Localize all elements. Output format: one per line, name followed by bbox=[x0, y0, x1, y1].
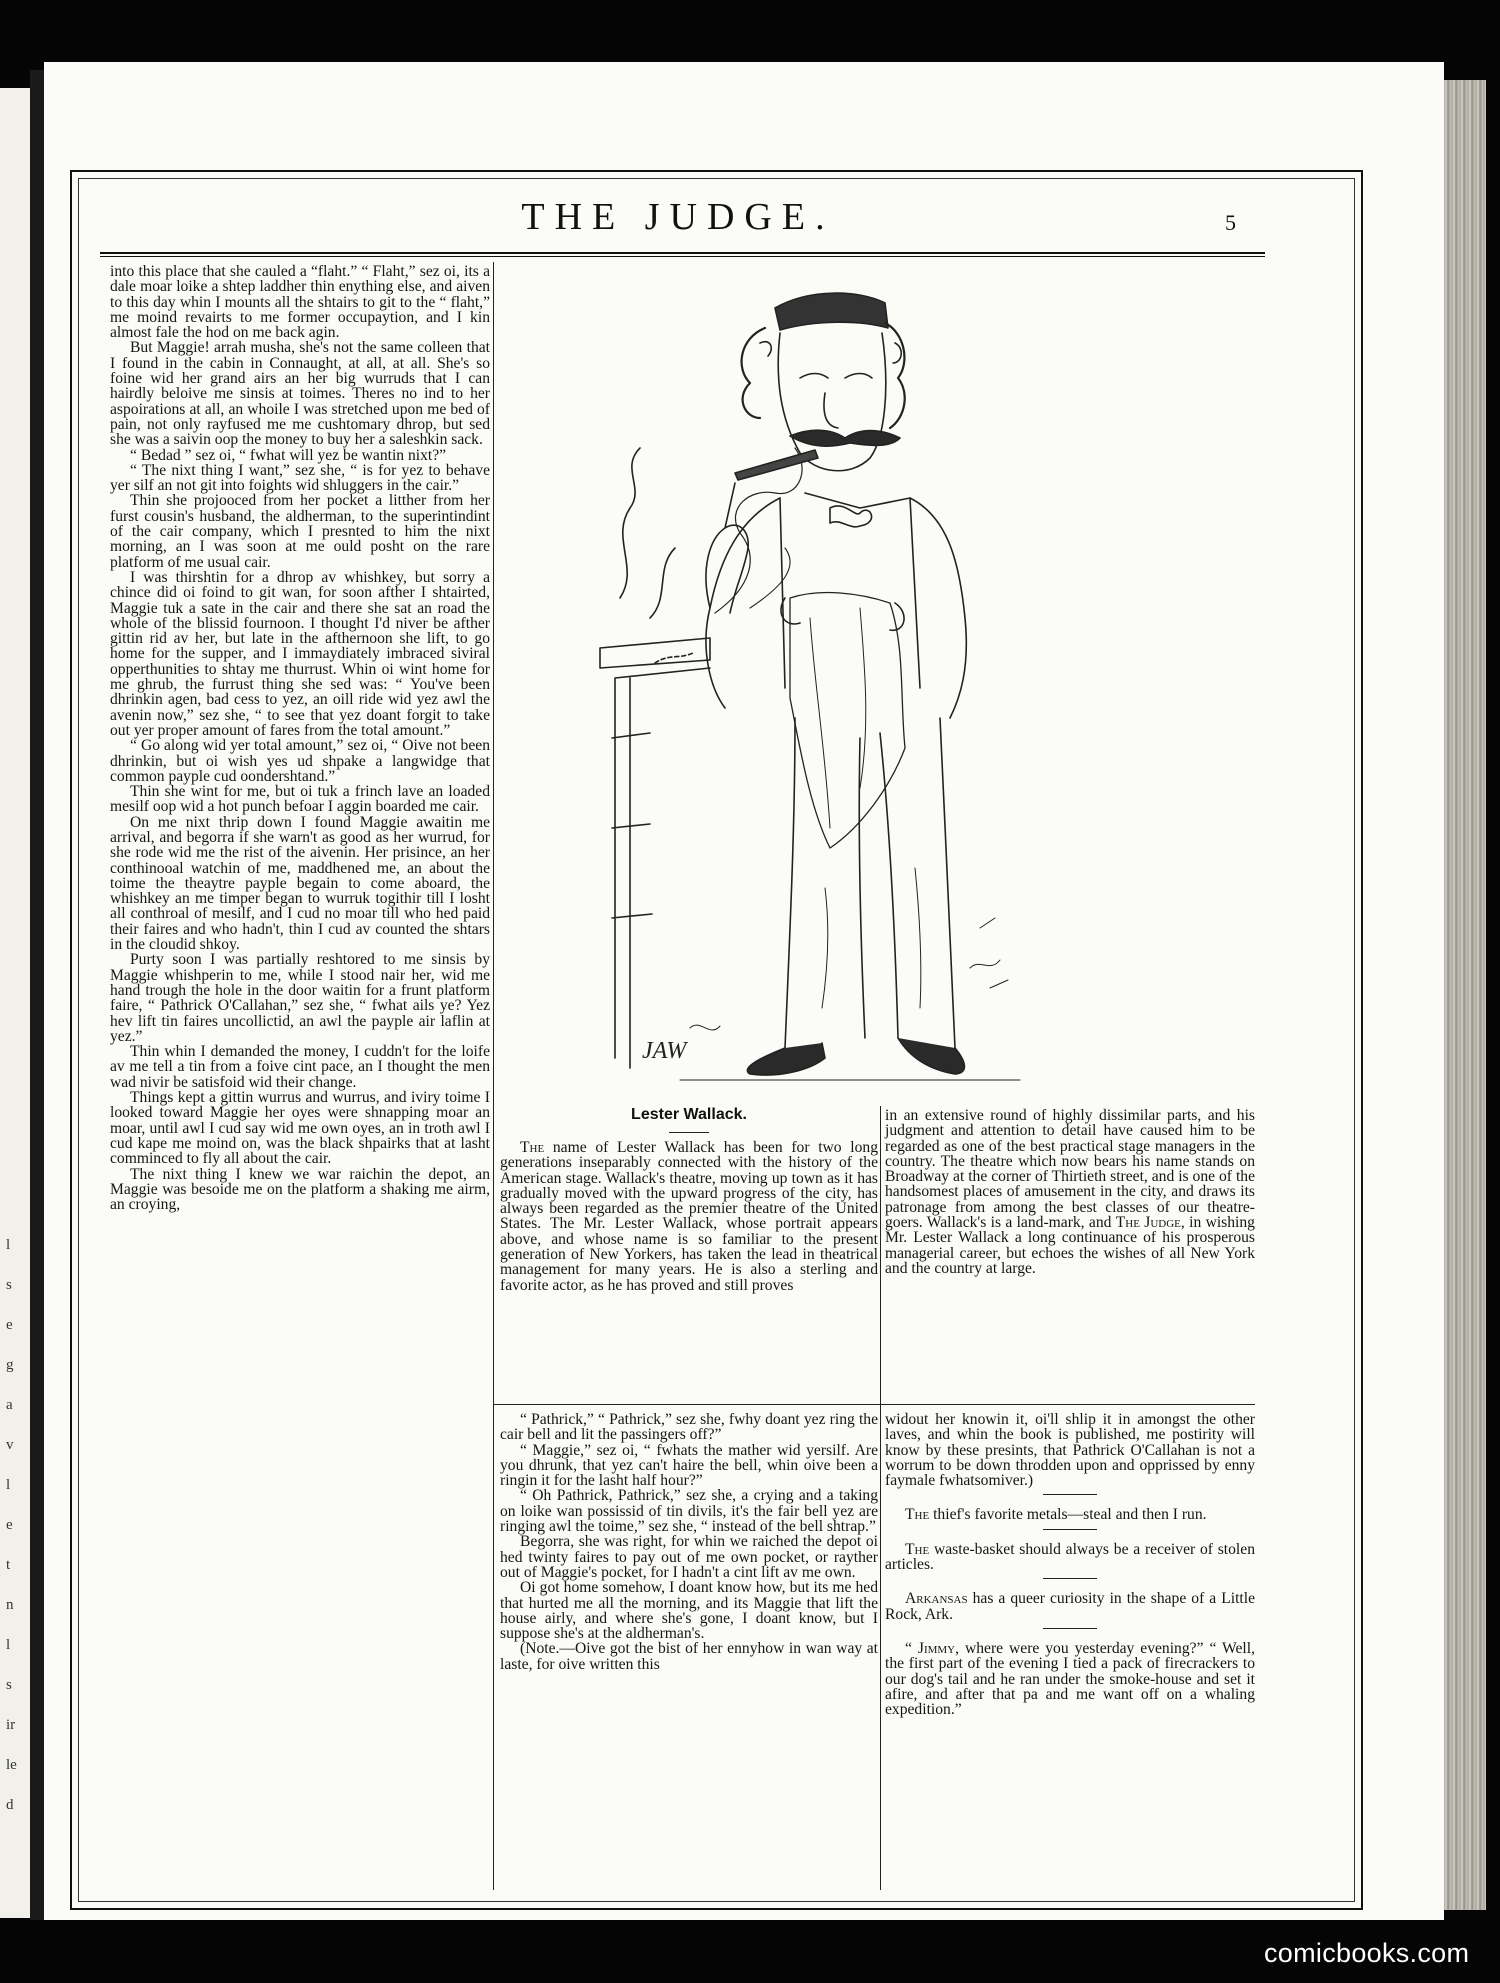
article-left-column bbox=[500, 1140, 878, 1293]
story-paragraph: Thin she projooced from her pocket a litther from her furst cousin's husband, the aldherman, to the superintindint of the cair company, which I presnted to him the nixt morning, an I was soon at me ould posht on the rare platform of me usual cair. bbox=[110, 492, 490, 571]
joke-item bbox=[885, 1507, 1255, 1522]
the-judge-name: The Judge bbox=[1115, 1214, 1181, 1232]
joke-item bbox=[885, 1641, 1255, 1717]
article-end-rule bbox=[493, 1404, 1255, 1405]
previous-page-fragment: d bbox=[6, 1797, 14, 1813]
joke-text: waste-basket should always be a receiver of stolen articles. bbox=[885, 1540, 1255, 1574]
previous-page-fragment: s bbox=[6, 1277, 12, 1293]
previous-page-fragment: e bbox=[6, 1517, 13, 1533]
story-paragraph: “ Go along wid yer total amount,” sez oi, “ Oive not been dhrinkin, but oi wish yes ud shpake a langwidge that common payple cud oondershtand.” bbox=[110, 737, 490, 785]
story-paragraph: “ Maggie,” sez oi, “ fwhats the mather wid yersilf. Are you dhrunk, that yez can't haire the bell, whin oive been a ringin it for the lasht half hour?” bbox=[500, 1441, 878, 1490]
joke-lead: Arkansas bbox=[905, 1590, 968, 1608]
joke-lead: “ Jimmy, bbox=[905, 1639, 960, 1657]
page-number: 5 bbox=[1225, 210, 1236, 235]
article-right-column bbox=[885, 1108, 1255, 1276]
previous-page-fragment: n bbox=[6, 1597, 14, 1613]
previous-page-fragment: g bbox=[6, 1357, 14, 1373]
story-column-2 bbox=[500, 1412, 878, 1672]
previous-page-fragment: t bbox=[6, 1557, 11, 1573]
joke-lead: The bbox=[905, 1506, 930, 1524]
portrait-caption: Lester Wallack. bbox=[631, 1106, 747, 1123]
joke-text: has a queer curiosity in the shape of a Little Rock, Ark. bbox=[885, 1590, 1255, 1623]
story-paragraph: Things kept a gittin wurrus and wurrus, and iviry toime I looked toward Maggie her oyes were shnapping moar an moar, until awl I cud say wid me own oyes, an in troth awl I cud kape me moind on, was the black shpairks that at lasht comminced to fly all about the cair. bbox=[110, 1089, 490, 1168]
joke-separator bbox=[1043, 1529, 1097, 1530]
story-paragraph: (Note.—Oive got the bist of her ennyhow in wan way at laste, for oive written this bbox=[500, 1640, 878, 1673]
story-paragraph: On me nixt thrip down I found Maggie awaitin me arrival, and begorra if she warn't as good as her wurrud, for she rode wid me the rist of the aivenin. Her prisince, an her conthinooal watchin of me, maddhened me, an about the toime the theaytre payple begain to come aboard, the whishkey an me timper began to wurruk togithir till I losht all conthroal of mesilf, and I cud no moar till who hed paid their faires and who hadn't, thin I cud av counted the shtars in the cloudid shkoy. bbox=[110, 813, 490, 954]
story-paragraph: But Maggie! arrah musha, she's not the same colleen that I found in the cabin in Connaught, at all, at all. She's so foine wid her grand airs an her big wurruds that I can hairdly beloive me sinsis at toimes. Theres no ind to her aspoirations at all, an whoile I was stretched upon me bed of pain, not only rayfused me me cushtomary dhrop, but sed she was a saivin oop the money to buy her a saleshkin sack. bbox=[110, 339, 490, 449]
previous-page-fragment: v bbox=[6, 1437, 14, 1453]
watermark: comicbooks.com bbox=[1264, 1938, 1470, 1968]
story-paragraph: “ Oh Pathrick, Pathrick,” sez she, a crying and a taking on loike wan possissid of tin divils, it's the fair bell yez are ringing awl the toime,” sez she, “ instead of the bell shtrap.” bbox=[500, 1487, 878, 1536]
article-text-right-a: in an extensive round of highly dissimilar parts, and his judgment and attention to detail have caused him to be regarded as one of the best practical stage managers in the country. The theatre which now bears his name stands on Broadway at the corner of Thirtieth street, and is one of the handsomest places of amusement in the city, and draws its patronage from among the best classes of our theatre-goers. Wallack's is a land-mark, and bbox=[885, 1107, 1255, 1232]
story-paragraph: “ Pathrick,” “ Pathrick,” sez she, fwhy doant yez ring the cair bell and lit the passingers off?” bbox=[500, 1411, 878, 1444]
joke-separator bbox=[1043, 1628, 1097, 1629]
story-paragraph: Begorra, she was right, for whin we raiched the depot oi hed twinty faires to pay out of me own pocket, or rayther out of Maggie's pocket, for I hadn't a cint lift av me own. bbox=[500, 1533, 878, 1581]
caption-rule bbox=[669, 1132, 709, 1133]
previous-page-fragment: a bbox=[6, 1397, 13, 1413]
previous-page-edge bbox=[0, 88, 30, 1918]
story-paragraph: Oi got home somehow, I doant know how, but its me hed that hurted me all the morning, and its Maggie that lift the house airly, and where she's gone, I doant know, but I suppose she's at the aldherman's. bbox=[500, 1579, 878, 1643]
previous-page-fragment: l bbox=[6, 1477, 11, 1493]
joke-text: where were you yesterday evening?” “ Well, the first part of the evening I tied a pack of firecrackers to our dog's tail and he ran under the smoke-house and set it afire, and after that pa and me want off on a whaling expedition.” bbox=[885, 1639, 1255, 1719]
previous-page-fragment: l bbox=[6, 1237, 11, 1253]
masthead-rule-thin bbox=[100, 256, 1265, 257]
joke-separator bbox=[1043, 1578, 1097, 1579]
story-column-3 bbox=[885, 1412, 1255, 1717]
story-paragraph: The nixt thing I knew we war raichin the depot, an Maggie was besoide me on the platform a shaking me airm, an croying, bbox=[110, 1165, 490, 1214]
masthead-rule bbox=[100, 252, 1265, 254]
masthead-title: THE JUDGE. bbox=[521, 196, 835, 238]
story-paragraph: Thin she wint for me, but oi tuk a frinch lave an loaded mesilf oop wid a hot punch befoar I aggin boarded me cair. bbox=[110, 783, 490, 816]
jokes-list bbox=[885, 1494, 1255, 1717]
story-paragraph: into this place that she cauled a “flaht.” “ Flaht,” sez oi, its a dale moar loike a shtep laddher thin enything else, and aiven to this day whin I mounts all the shtairs to git to the “ flaht,” me moind revairts to me former occupaytion, and I kin almost fale the hod on me back agin. bbox=[110, 263, 490, 342]
lester-wallack-portrait bbox=[560, 268, 1120, 1098]
artist-signature: JAW bbox=[642, 1038, 687, 1064]
article-text-right-b: , in wishing Mr. Lester Wallack a long continuance of his prosperous managerial career, but echoes the wishes of all New York and the country at large. bbox=[885, 1214, 1255, 1277]
joke-lead: The bbox=[905, 1540, 930, 1558]
story-paragraph: Purty soon I was partially reshtored to me sinsis by Maggie whishperin to me, while I stood nair her, wid me hand trough the hole in the door waitin for a frunt platform faire, “ Pathrick O'Callahan,” sez she, “ fwhat ails ye? Yez hev lift tin faires uncollictid, an awl the payple air laflin at yez.” bbox=[110, 951, 490, 1045]
story-paragraph: Thin whin I demanded the money, I cuddn't for the loife av me tell a tin from a foive cint pace, an I thought the men wad nivir be satisfoid wid their change. bbox=[110, 1043, 490, 1091]
story-paragraph: “ The nixt thing I want,” sez she, “ is for yez to behave yer silf an not git into foights wid shluggers in the cair.” bbox=[110, 461, 490, 495]
story-continuation: widout her knowin it, oi'll shlip it in amongst the other laves, and whin the book is published, me postirity will know by these presints, that Pathrick O'Callahan is not a worrum to be down throdden upon and opprissed by enny faymale fwhatsomiver.) bbox=[885, 1411, 1255, 1490]
joke-item bbox=[885, 1591, 1255, 1622]
column-rule-right bbox=[880, 1106, 881, 1890]
article-text-left: name of Lester Wallack has been for two long generations inseparably connected with the history of the American stage. Wallack's theatre, moving up town as it has gradually moved with the upward progress of the city, has always been regarded as the premier theatre of the United States. The Mr. Lester Wallack, whose portrait appears above, and whose name is so familiar to the present generation of New Yorkers, has taken the lead in theatrical management for many years. He is also a sterling and favorite actor, as he has proved and still proves bbox=[500, 1139, 878, 1294]
column-rule-left bbox=[493, 262, 494, 1890]
joke-item bbox=[885, 1542, 1255, 1573]
joke-separator bbox=[1043, 1494, 1097, 1495]
previous-page-fragment: l bbox=[6, 1637, 11, 1653]
previous-page-fragment: s bbox=[6, 1677, 12, 1693]
joke-text: thief's favorite metals—steal and then I run. bbox=[929, 1506, 1207, 1524]
book-gutter bbox=[30, 70, 44, 1920]
story-column-1 bbox=[110, 264, 490, 1212]
previous-page-fragment: e bbox=[6, 1317, 13, 1333]
story-paragraph: “ Bedad ” sez oi, “ fwhat will yez be wantin nixt?” bbox=[130, 446, 447, 464]
story-paragraph: I was thirshtin for a dhrop av whishkey, but sorry a chince did oi foind to git wan, for soon afther I shtairted, Maggie tuk a sate in the cair and there she sat an road the whole of the blissid fournoon. I thought I'd niver be afther gittin rid av her, but late in the afthernoon she lift, to go home for the supper, and I immaydiately imbraced siviral opperthunities to shtay me thurrust. Whin oi wint home for me ghrub, the furrust thing she sed was: “ You've been dhrinkin agen, bad cess to yez, an oill ride wid yez awl the avenin now,” sez she, “ to see that yez doant forgit to take out yer proper amount of fares from the total amount.” bbox=[110, 568, 490, 739]
previous-page-fragment: ir bbox=[6, 1717, 16, 1733]
previous-page-fragment: le bbox=[6, 1757, 17, 1773]
article-lead: The bbox=[520, 1139, 545, 1156]
